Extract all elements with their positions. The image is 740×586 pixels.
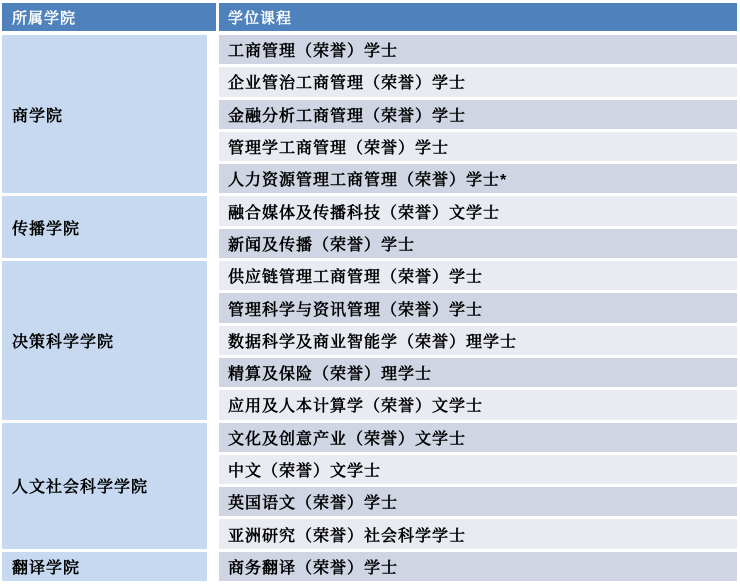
college-cell: 决策科学学院 <box>2 261 207 419</box>
program-cell: 商务翻译（荣誉）学士 <box>219 552 737 581</box>
program-cell: 供应链管理工商管理（荣誉）学士 <box>219 261 737 290</box>
table-body <box>2 35 737 581</box>
table-header-row <box>2 3 737 31</box>
program-cell: 金融分析工商管理（荣誉）学士 <box>219 100 737 129</box>
program-cell: 亚洲研究（荣誉）社会科学学士 <box>219 519 737 548</box>
program-cell: 人力资源管理工商管理（荣誉）学士* <box>219 164 737 193</box>
college-cell: 翻译学院 <box>2 552 207 581</box>
program-cell: 新闻及传播（荣誉）学士 <box>219 229 737 258</box>
program-cell: 应用及人本计算学（荣誉）文学士 <box>219 390 737 419</box>
college-cell: 商学院 <box>2 35 207 193</box>
program-cell: 英国语文（荣誉）学士 <box>219 487 737 516</box>
program-cell: 管理学工商管理（荣誉）学士 <box>219 132 737 161</box>
program-cell: 文化及创意产业（荣誉）文学士 <box>219 423 737 452</box>
header-cell-college: 所属学院 <box>2 3 216 31</box>
program-cell: 精算及保险（荣誉）理学士 <box>219 358 737 387</box>
header-cell-program: 学位课程 <box>219 3 737 31</box>
program-cell: 融合媒体及传播科技（荣誉）文学士 <box>219 196 737 225</box>
program-cell: 工商管理（荣誉）学士 <box>219 35 737 64</box>
program-cell: 企业管治工商管理（荣誉）学士 <box>219 67 737 96</box>
college-cell: 人文社会科学学院 <box>2 423 207 549</box>
program-cell: 数据科学及商业智能学（荣誉）理学士 <box>219 326 737 355</box>
college-cell: 传播学院 <box>2 196 207 258</box>
program-cell: 管理科学与资讯管理（荣誉）学士 <box>219 293 737 322</box>
program-cell: 中文（荣誉）文学士 <box>219 455 737 484</box>
degree-program-table <box>2 3 737 584</box>
